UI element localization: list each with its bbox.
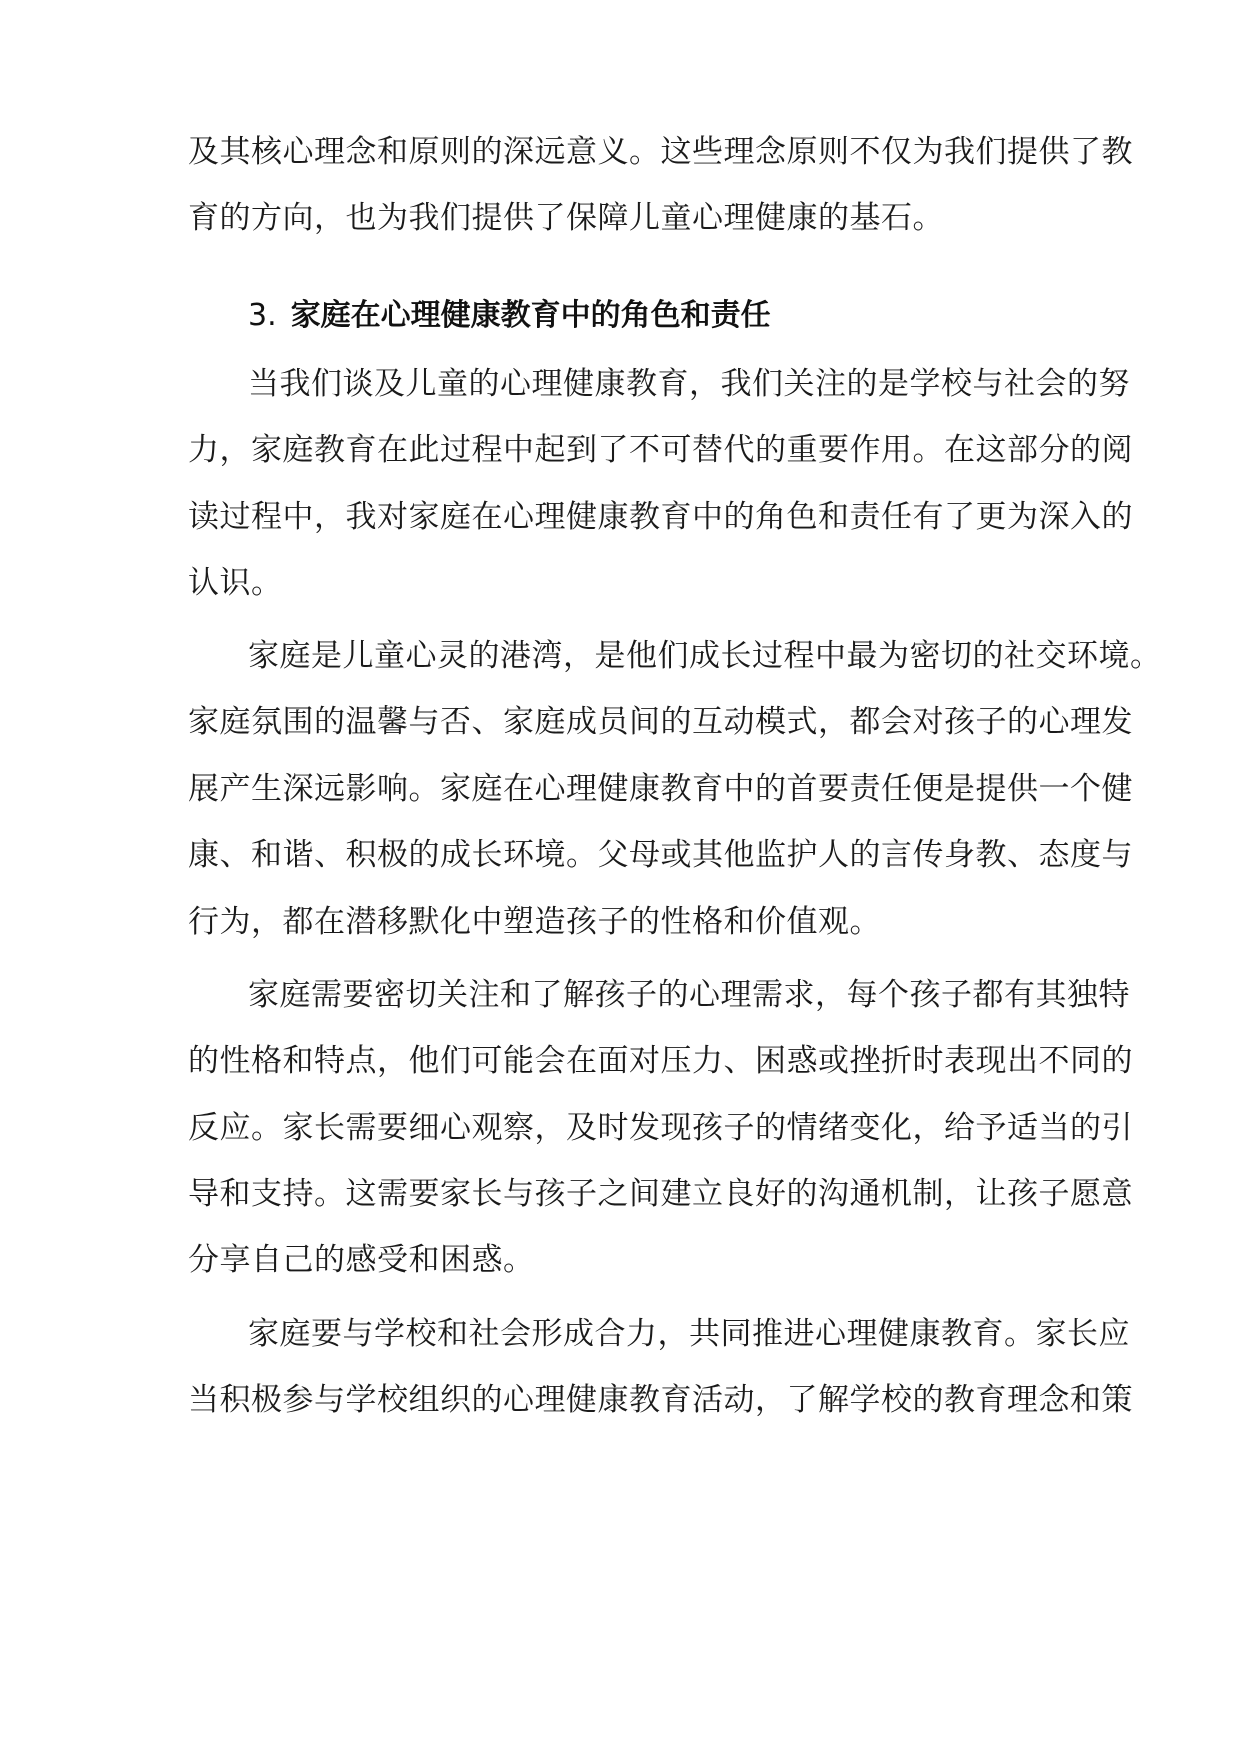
text-line: 读过程中，我对家庭在心理健康教育中的角色和责任有了更为深入的 [188,499,1133,535]
text-line: 反应。家长需要细心观察，及时发现孩子的情绪变化，给予适当的引 [188,1110,1133,1146]
text-line: 家庭氛围的温馨与否、家庭成员间的互动模式，都会对孩子的心理发 [188,704,1133,740]
text-line: 的性格和特点，他们可能会在面对压力、困惑或挫折时表现出不同的 [188,1043,1133,1079]
text-line: 分享自己的感受和困惑。 [188,1242,535,1278]
paragraph-first-line: 家庭是儿童心灵的港湾，是他们成长过程中最为密切的社交环境。 [248,638,1162,674]
paragraph-first-line: 当我们谈及儿童的心理健康教育，我们关注的是学校与社会的努 [248,366,1130,402]
paragraph-first-line: 家庭需要密切关注和了解孩子的心理需求，每个孩子都有其独特 [248,977,1130,1013]
section-number: 3. [248,298,277,333]
text-line: 认识。 [188,565,283,601]
text-line: 展产生深远影响。家庭在心理健康教育中的首要责任便是提供一个健 [188,771,1133,807]
text-line: 康、和谐、积极的成长环境。父母或其他监护人的言传身教、态度与 [188,837,1133,873]
section-heading [248,296,771,336]
text-line: 及其核心理念和原则的深远意义。这些理念原则不仅为我们提供了教 [188,134,1133,170]
text-line: 导和支持。这需要家长与孩子之间建立良好的沟通机制，让孩子愿意 [188,1176,1133,1212]
section-title: 家庭在心理健康教育中的角色和责任 [290,298,771,333]
text-line: 行为，都在潜移默化中塑造孩子的性格和价值观。 [188,904,881,940]
paragraph-first-line: 家庭要与学校和社会形成合力，共同推进心理健康教育。家长应 [248,1316,1130,1352]
text-line: 当积极参与学校组织的心理健康教育活动，了解学校的教育理念和策 [188,1382,1133,1418]
text-line: 育的方向，也为我们提供了保障儿童心理健康的基石。 [188,200,944,236]
text-line: 力，家庭教育在此过程中起到了不可替代的重要作用。在这部分的阅 [188,432,1133,468]
